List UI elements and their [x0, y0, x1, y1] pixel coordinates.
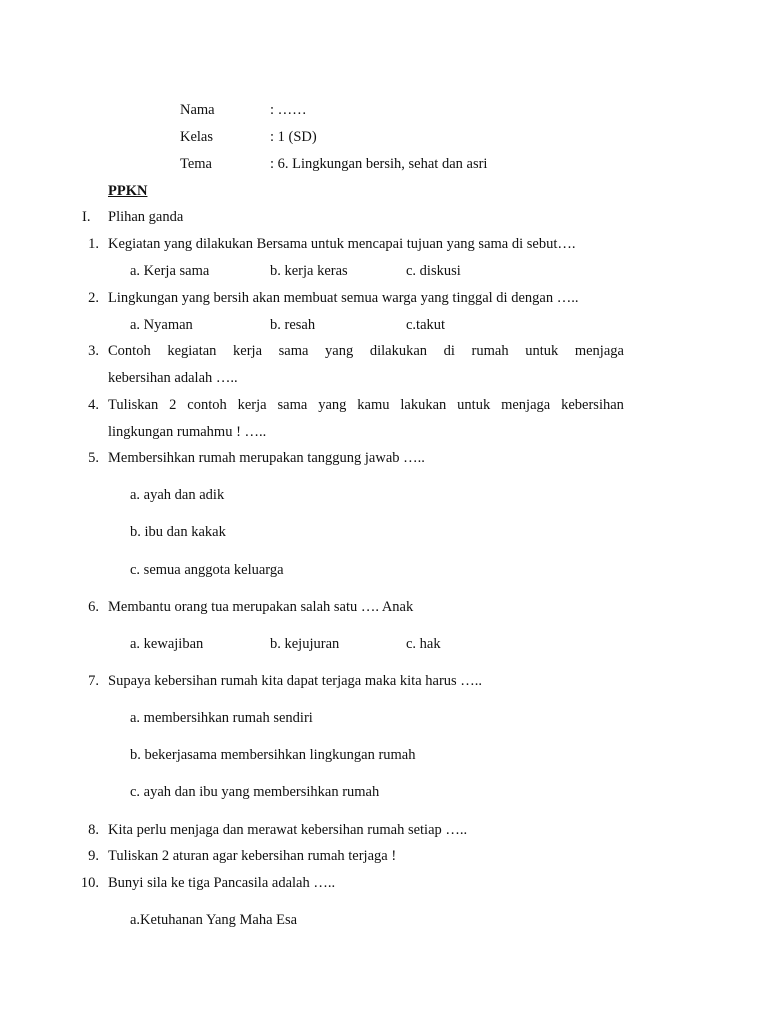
option-a: a. Nyaman	[130, 317, 193, 333]
question-number: 6.	[88, 599, 99, 615]
section-number: I.	[82, 209, 91, 225]
word: lakukan	[400, 397, 447, 413]
kelas-label: Kelas	[180, 129, 214, 145]
option-c: c. diskusi	[406, 263, 461, 279]
option-a: a. ayah dan adik	[130, 487, 225, 503]
word: Tuliskan	[108, 397, 159, 413]
option-c: c. semua anggota keluarga	[130, 562, 284, 578]
option-a: a. Kerja sama	[130, 263, 210, 279]
word: kamu	[357, 397, 390, 413]
word: kegiatan	[167, 343, 217, 359]
question-number: 3.	[88, 343, 99, 359]
word: kerja	[233, 343, 263, 359]
word: 2	[169, 397, 177, 413]
question-number: 4.	[88, 397, 99, 413]
option-b: b. resah	[270, 317, 316, 333]
option-a: a. kewajiban	[130, 636, 204, 652]
word: sama	[278, 343, 309, 359]
word: di	[443, 343, 455, 359]
word: menjaga	[501, 397, 551, 413]
option-c: c. ayah dan ibu yang membersihkan rumah	[130, 784, 380, 800]
question-number: 10.	[80, 875, 99, 891]
option-a: a.Ketuhanan Yang Maha Esa	[130, 912, 298, 928]
nama-value: : ……	[270, 102, 307, 118]
option-a: a. membersihkan rumah sendiri	[130, 710, 313, 726]
question-text-line1	[108, 396, 624, 414]
option-b: b. kejujuran	[270, 636, 340, 652]
question-number: 5.	[88, 450, 99, 466]
question-text: Kegiatan yang dilakukan Bersama untuk mencapai tujuan yang sama di sebut….	[108, 236, 576, 252]
word: menjaga	[574, 343, 624, 359]
option-b: b. ibu dan kakak	[130, 524, 226, 540]
section-label: Plihan ganda	[108, 209, 184, 225]
word: dilakukan	[369, 343, 428, 359]
word: sama	[277, 397, 308, 413]
question-number: 1.	[88, 236, 99, 252]
word: untuk	[525, 343, 559, 359]
question-text-line2: lingkungan rumahmu ! …..	[108, 424, 267, 440]
option-c: c. hak	[406, 636, 441, 652]
word: Contoh	[108, 343, 151, 359]
question-text: Kita perlu menjaga dan merawat kebersihan rumah setiap …..	[108, 822, 468, 838]
word: kerja	[237, 397, 267, 413]
option-c: c.takut	[406, 317, 446, 333]
tema-value: : 6. Lingkungan bersih, sehat dan asri	[270, 156, 488, 172]
question-text-line2: kebersihan adalah …..	[108, 370, 238, 386]
option-b: b. bekerjasama membersihkan lingkungan rumah	[130, 747, 416, 763]
question-text: Supaya kebersihan rumah kita dapat terjaga maka kita harus …..	[108, 673, 483, 689]
question-text: Membantu orang tua merupakan salah satu …. Anak	[108, 599, 414, 615]
question-number: 9.	[88, 848, 99, 864]
word: rumah	[471, 343, 509, 359]
kelas-value: : 1 (SD)	[270, 129, 317, 145]
word: yang	[318, 397, 347, 413]
question-text: Bunyi sila ke tiga Pancasila adalah …..	[108, 875, 336, 891]
word: untuk	[457, 397, 491, 413]
word: contoh	[187, 397, 227, 413]
word: yang	[325, 343, 354, 359]
question-text: Lingkungan yang bersih akan membuat semua warga yang tinggal di dengan …..	[108, 290, 579, 306]
question-text: Membersihkan rumah merupakan tanggung jawab …..	[108, 450, 425, 466]
question-number: 2.	[88, 290, 99, 306]
option-b: b. kerja keras	[270, 263, 348, 279]
word: kebersihan	[561, 397, 624, 413]
question-text: Tuliskan 2 aturan agar kebersihan rumah terjaga !	[108, 848, 397, 864]
question-number: 8.	[88, 822, 99, 838]
subject-title: PPKN	[108, 183, 148, 199]
question-number: 7.	[88, 673, 99, 689]
nama-label: Nama	[180, 102, 215, 118]
tema-label: Tema	[180, 156, 212, 172]
question-text-line1	[108, 342, 624, 360]
